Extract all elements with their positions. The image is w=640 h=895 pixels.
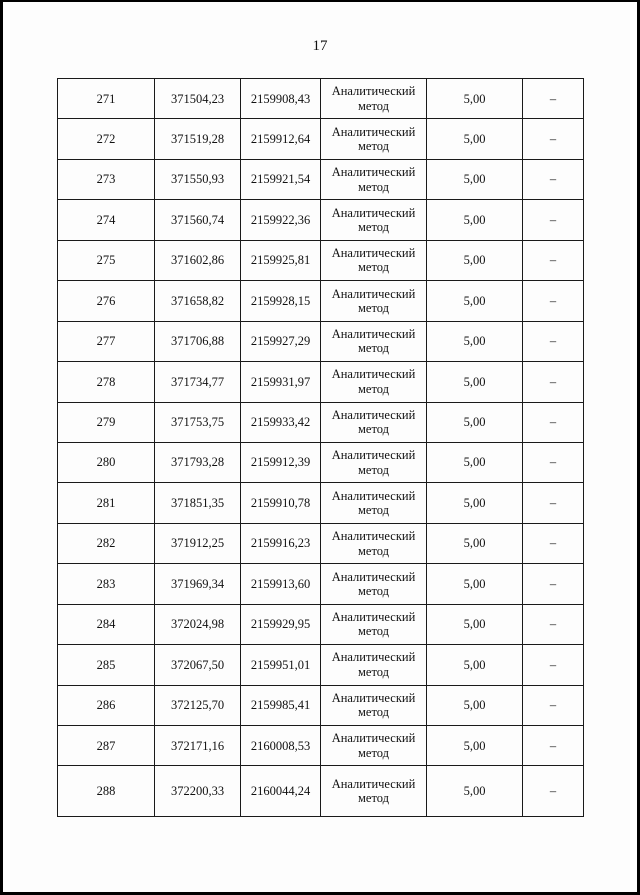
y-coordinate-cell: 2159912,64: [241, 119, 321, 159]
accuracy-cell: 5,00: [427, 200, 523, 240]
table-row: [58, 240, 584, 280]
x-coordinate-cell: 372024,98: [155, 604, 241, 644]
method-cell: Аналитический метод: [321, 483, 427, 523]
x-coordinate-cell: 372200,33: [155, 766, 241, 817]
method-cell: Аналитический метод: [321, 766, 427, 817]
note-cell: –: [523, 200, 584, 240]
coordinates-table: [57, 78, 584, 817]
note-cell: –: [523, 119, 584, 159]
x-coordinate-cell: 371550,93: [155, 159, 241, 199]
point-number-cell: 275: [58, 240, 155, 280]
point-number-cell: 284: [58, 604, 155, 644]
point-number-cell: 280: [58, 442, 155, 482]
x-coordinate-cell: 371793,28: [155, 442, 241, 482]
accuracy-cell: 5,00: [427, 645, 523, 685]
x-coordinate-cell: 371706,88: [155, 321, 241, 361]
y-coordinate-cell: 2159933,42: [241, 402, 321, 442]
accuracy-cell: 5,00: [427, 523, 523, 563]
note-cell: –: [523, 321, 584, 361]
point-number-cell: 288: [58, 766, 155, 817]
note-cell: –: [523, 685, 584, 725]
method-cell: Аналитический метод: [321, 523, 427, 563]
y-coordinate-cell: 2159921,54: [241, 159, 321, 199]
method-cell: Аналитический метод: [321, 685, 427, 725]
x-coordinate-cell: 371519,28: [155, 119, 241, 159]
method-cell: Аналитический метод: [321, 321, 427, 361]
point-number-cell: 281: [58, 483, 155, 523]
coordinates-table-body: [58, 79, 584, 817]
accuracy-cell: 5,00: [427, 402, 523, 442]
table-row: [58, 685, 584, 725]
method-cell: Аналитический метод: [321, 604, 427, 644]
point-number-cell: 272: [58, 119, 155, 159]
point-number-cell: 283: [58, 564, 155, 604]
x-coordinate-cell: 371753,75: [155, 402, 241, 442]
table-row: [58, 321, 584, 361]
table-row: [58, 119, 584, 159]
table-row: [58, 281, 584, 321]
note-cell: –: [523, 483, 584, 523]
note-cell: –: [523, 281, 584, 321]
x-coordinate-cell: 371969,34: [155, 564, 241, 604]
accuracy-cell: 5,00: [427, 321, 523, 361]
method-cell: Аналитический метод: [321, 645, 427, 685]
y-coordinate-cell: 2160008,53: [241, 726, 321, 766]
x-coordinate-cell: 372125,70: [155, 685, 241, 725]
note-cell: –: [523, 523, 584, 563]
accuracy-cell: 5,00: [427, 726, 523, 766]
note-cell: –: [523, 766, 584, 817]
table-row: [58, 402, 584, 442]
method-cell: Аналитический метод: [321, 281, 427, 321]
y-coordinate-cell: 2160044,24: [241, 766, 321, 817]
note-cell: –: [523, 240, 584, 280]
x-coordinate-cell: 371560,74: [155, 200, 241, 240]
table-row: [58, 159, 584, 199]
table-row: [58, 200, 584, 240]
x-coordinate-cell: 371912,25: [155, 523, 241, 563]
method-cell: Аналитический метод: [321, 402, 427, 442]
point-number-cell: 279: [58, 402, 155, 442]
accuracy-cell: 5,00: [427, 79, 523, 119]
table-row: [58, 604, 584, 644]
accuracy-cell: 5,00: [427, 766, 523, 817]
table-row: [58, 645, 584, 685]
y-coordinate-cell: 2159985,41: [241, 685, 321, 725]
method-cell: Аналитический метод: [321, 79, 427, 119]
note-cell: –: [523, 645, 584, 685]
note-cell: –: [523, 159, 584, 199]
y-coordinate-cell: 2159922,36: [241, 200, 321, 240]
method-cell: Аналитический метод: [321, 442, 427, 482]
point-number-cell: 278: [58, 362, 155, 402]
point-number-cell: 271: [58, 79, 155, 119]
table-row: [58, 726, 584, 766]
accuracy-cell: 5,00: [427, 442, 523, 482]
point-number-cell: 274: [58, 200, 155, 240]
table-row: [58, 483, 584, 523]
y-coordinate-cell: 2159925,81: [241, 240, 321, 280]
y-coordinate-cell: 2159927,29: [241, 321, 321, 361]
y-coordinate-cell: 2159912,39: [241, 442, 321, 482]
document-page: [3, 2, 637, 892]
accuracy-cell: 5,00: [427, 159, 523, 199]
note-cell: –: [523, 442, 584, 482]
method-cell: Аналитический метод: [321, 726, 427, 766]
note-cell: –: [523, 402, 584, 442]
accuracy-cell: 5,00: [427, 240, 523, 280]
table-row: [58, 523, 584, 563]
accuracy-cell: 5,00: [427, 119, 523, 159]
x-coordinate-cell: 371734,77: [155, 362, 241, 402]
point-number-cell: 287: [58, 726, 155, 766]
table-row: [58, 362, 584, 402]
point-number-cell: 277: [58, 321, 155, 361]
y-coordinate-cell: 2159929,95: [241, 604, 321, 644]
method-cell: Аналитический метод: [321, 119, 427, 159]
note-cell: –: [523, 564, 584, 604]
table-row: [58, 766, 584, 817]
x-coordinate-cell: 372067,50: [155, 645, 241, 685]
y-coordinate-cell: 2159931,97: [241, 362, 321, 402]
x-coordinate-cell: 371851,35: [155, 483, 241, 523]
y-coordinate-cell: 2159951,01: [241, 645, 321, 685]
table-row: [58, 442, 584, 482]
page-number: 17: [312, 38, 328, 54]
note-cell: –: [523, 362, 584, 402]
y-coordinate-cell: 2159928,15: [241, 281, 321, 321]
point-number-cell: 286: [58, 685, 155, 725]
method-cell: Аналитический метод: [321, 564, 427, 604]
note-cell: –: [523, 604, 584, 644]
accuracy-cell: 5,00: [427, 564, 523, 604]
note-cell: –: [523, 79, 584, 119]
point-number-cell: 276: [58, 281, 155, 321]
y-coordinate-cell: 2159910,78: [241, 483, 321, 523]
x-coordinate-cell: 371504,23: [155, 79, 241, 119]
x-coordinate-cell: 372171,16: [155, 726, 241, 766]
accuracy-cell: 5,00: [427, 281, 523, 321]
method-cell: Аналитический метод: [321, 362, 427, 402]
y-coordinate-cell: 2159913,60: [241, 564, 321, 604]
note-cell: –: [523, 726, 584, 766]
point-number-cell: 285: [58, 645, 155, 685]
x-coordinate-cell: 371602,86: [155, 240, 241, 280]
method-cell: Аналитический метод: [321, 200, 427, 240]
accuracy-cell: 5,00: [427, 483, 523, 523]
x-coordinate-cell: 371658,82: [155, 281, 241, 321]
accuracy-cell: 5,00: [427, 604, 523, 644]
y-coordinate-cell: 2159916,23: [241, 523, 321, 563]
point-number-cell: 273: [58, 159, 155, 199]
method-cell: Аналитический метод: [321, 159, 427, 199]
y-coordinate-cell: 2159908,43: [241, 79, 321, 119]
method-cell: Аналитический метод: [321, 240, 427, 280]
accuracy-cell: 5,00: [427, 362, 523, 402]
point-number-cell: 282: [58, 523, 155, 563]
table-row: [58, 564, 584, 604]
accuracy-cell: 5,00: [427, 685, 523, 725]
table-row: [58, 79, 584, 119]
